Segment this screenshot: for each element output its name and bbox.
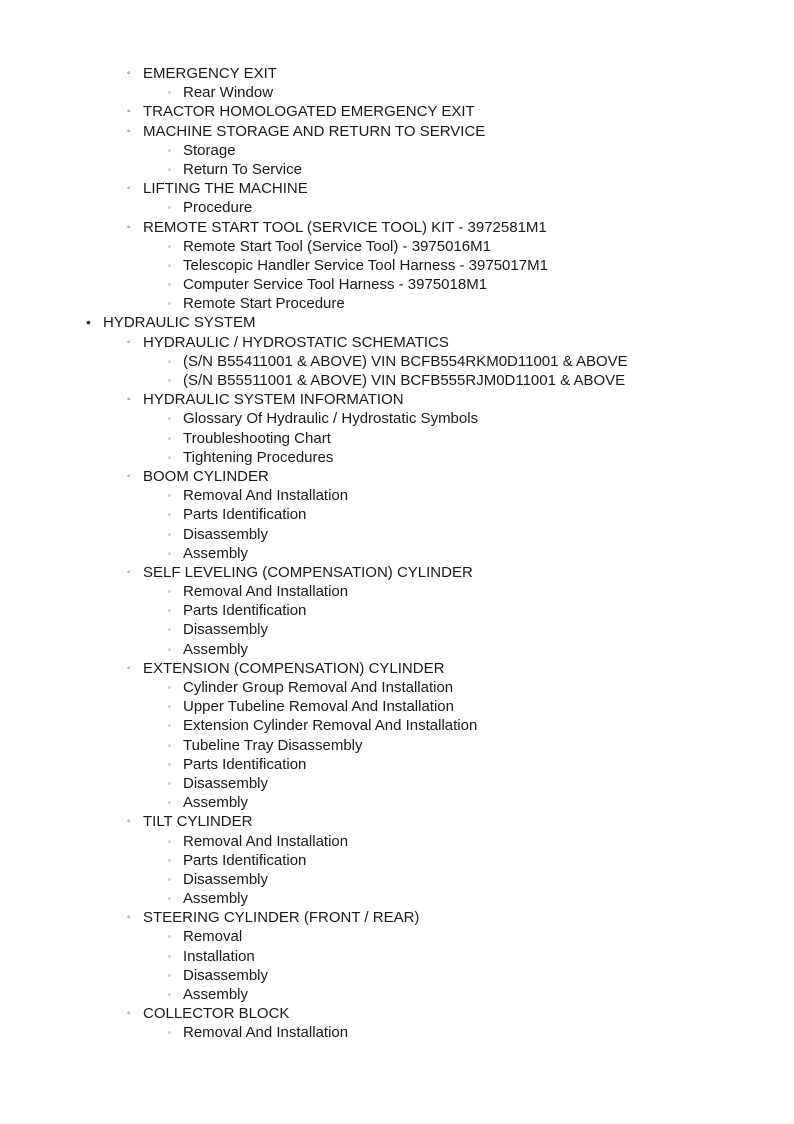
toc-item-label: HYDRAULIC / HYDROSTATIC SCHEMATICS	[143, 333, 449, 351]
toc-item-label: Removal And Installation	[183, 583, 349, 601]
toc-item-level-3	[0, 486, 794, 505]
toc-item-label: SELF LEVELING (COMPENSATION) CYLINDER	[143, 563, 473, 581]
toc-item-label: Assembly	[183, 794, 249, 812]
toc-item-label: Storage	[183, 141, 236, 159]
circle-bullet-icon: ◦	[127, 816, 131, 828]
circle-bullet-icon: ◦	[168, 625, 171, 635]
circle-bullet-icon: ◦	[168, 433, 171, 443]
toc-item-level-3	[0, 525, 794, 544]
toc-item-label: Disassembly	[183, 774, 269, 792]
circle-bullet-icon: ◦	[168, 606, 171, 616]
circle-bullet-icon: ◦	[127, 106, 131, 118]
circle-bullet-icon: ◦	[168, 299, 171, 309]
toc-item-level-2	[0, 467, 794, 486]
circle-bullet-icon: ◦	[168, 836, 171, 846]
toc-item-label: Troubleshooting Chart	[183, 429, 331, 447]
toc-item-level-1	[0, 313, 794, 332]
toc-item-level-2	[0, 64, 794, 83]
circle-bullet-icon: ◦	[168, 452, 171, 462]
toc-item-level-3	[0, 927, 794, 946]
toc-item-label: Telescopic Handler Service Tool Harness - 3975017M1	[183, 256, 548, 274]
toc-item-label: Parts Identification	[183, 851, 307, 869]
toc-item-label: Return To Service	[183, 160, 302, 178]
toc-item-level-3	[0, 448, 794, 467]
circle-bullet-icon: ◦	[168, 855, 171, 865]
toc-item-level-3	[0, 237, 794, 256]
circle-bullet-icon: ◦	[168, 491, 171, 501]
toc-item-label: STEERING CYLINDER (FRONT / REAR)	[143, 909, 420, 927]
circle-bullet-icon: ◦	[168, 145, 171, 155]
circle-bullet-icon: ◦	[168, 798, 171, 808]
toc-item-level-3	[0, 697, 794, 716]
circle-bullet-icon: ◦	[168, 970, 171, 980]
toc-item-label: Removal And Installation	[183, 832, 349, 850]
circle-bullet-icon: ◦	[168, 529, 171, 539]
circle-bullet-icon: ◦	[168, 203, 171, 213]
toc-item-label: MACHINE STORAGE AND RETURN TO SERVICE	[143, 122, 486, 140]
circle-bullet-icon: ◦	[168, 260, 171, 270]
circle-bullet-icon: ◦	[127, 470, 131, 482]
circle-bullet-icon: ◦	[168, 280, 171, 290]
toc-item-label: Upper Tubeline Removal And Installation	[183, 698, 454, 716]
toc-item-level-3	[0, 601, 794, 620]
toc-item-label: Disassembly	[183, 966, 269, 984]
circle-bullet-icon: ◦	[168, 740, 171, 750]
toc-item-label: TRACTOR HOMOLOGATED EMERGENCY EXIT	[143, 103, 475, 121]
toc-item-label: Rear Window	[183, 84, 274, 102]
circle-bullet-icon: ◦	[168, 376, 171, 385]
toc-item-level-3	[0, 141, 794, 160]
toc-item-label: EMERGENCY EXIT	[143, 65, 277, 82]
toc-item-label: (S/N B55411001 & ABOVE) VIN BCFB554RKM0D11001 & ABOVE	[183, 352, 628, 370]
circle-bullet-icon: ◦	[168, 874, 171, 884]
toc-item-level-3	[0, 256, 794, 275]
toc-item-level-3	[0, 505, 794, 524]
circle-bullet-icon: ◦	[127, 221, 131, 233]
toc-item-level-3	[0, 160, 794, 179]
toc-item-label: Assembly	[183, 544, 249, 562]
toc-item-label: Assembly	[183, 640, 249, 658]
circle-bullet-icon: ◦	[168, 951, 171, 961]
toc-item-label: Assembly	[183, 986, 249, 1003]
toc-item-level-2	[0, 1004, 794, 1023]
bullet-icon: •	[86, 314, 91, 331]
circle-bullet-icon: ◦	[127, 394, 131, 406]
toc-item-label: TILT CYLINDER	[143, 813, 253, 831]
toc-item-label: Removal	[183, 928, 243, 946]
toc-item-level-3	[0, 793, 794, 812]
toc-item-level-3	[0, 352, 794, 371]
toc-item-level-2	[0, 390, 794, 409]
toc-item-level-3	[0, 83, 794, 102]
toc-item-level-3	[0, 198, 794, 217]
toc-item-level-2	[0, 333, 794, 352]
toc-item-level-3	[0, 640, 794, 659]
toc-item-label: HYDRAULIC SYSTEM	[103, 314, 256, 332]
toc-item-label: Glossary Of Hydraulic / Hydrostatic Symbols	[183, 410, 479, 428]
toc-item-level-2	[0, 812, 794, 831]
toc-item-label: Remote Start Procedure	[183, 295, 345, 313]
toc-item-label: EXTENSION (COMPENSATION) CYLINDER	[143, 659, 445, 677]
toc-item-label: Disassembly	[183, 621, 269, 639]
circle-bullet-icon: ◦	[168, 587, 171, 597]
circle-bullet-icon: ◦	[127, 662, 131, 674]
toc-item-label: Tightening Procedures	[183, 448, 334, 466]
toc-item-level-2	[0, 179, 794, 198]
table-of-contents	[0, 64, 794, 1043]
toc-item-level-3	[0, 755, 794, 774]
circle-bullet-icon: ◦	[168, 894, 171, 904]
circle-bullet-icon: ◦	[168, 759, 171, 769]
circle-bullet-icon: ◦	[127, 125, 131, 137]
toc-item-level-3	[0, 870, 794, 889]
toc-item-label: Parts Identification	[183, 506, 307, 524]
toc-item-label: HYDRAULIC SYSTEM INFORMATION	[143, 391, 404, 409]
toc-item-level-2	[0, 563, 794, 582]
circle-bullet-icon: ◦	[168, 721, 171, 731]
circle-bullet-icon: ◦	[127, 183, 131, 195]
toc-item-level-3	[0, 678, 794, 697]
circle-bullet-icon: ◦	[168, 644, 171, 654]
toc-item-label: (S/N B55511001 & ABOVE) VIN BCFB555RJM0D11001 & ABOVE	[183, 372, 626, 389]
toc-item-level-3	[0, 947, 794, 966]
toc-item-label: COLLECTOR BLOCK	[143, 1005, 290, 1023]
toc-item-level-3	[0, 851, 794, 870]
toc-item-level-3	[0, 409, 794, 428]
toc-item-level-3	[0, 1023, 794, 1042]
circle-bullet-icon: ◦	[168, 88, 171, 98]
circle-bullet-icon: ◦	[168, 414, 171, 424]
toc-item-level-2	[0, 659, 794, 678]
circle-bullet-icon: ◦	[127, 336, 131, 348]
toc-item-label: LIFTING THE MACHINE	[143, 180, 308, 198]
toc-item-level-3	[0, 832, 794, 851]
toc-item-label: Parts Identification	[183, 602, 307, 620]
circle-bullet-icon: ◦	[127, 1008, 131, 1020]
circle-bullet-icon: ◦	[168, 1028, 171, 1038]
toc-item-label: Cylinder Group Removal And Installation	[183, 679, 454, 696]
toc-item-level-3	[0, 774, 794, 793]
toc-item-level-3	[0, 582, 794, 601]
toc-item-level-3	[0, 275, 794, 294]
toc-item-label: Extension Cylinder Removal And Installation	[183, 717, 478, 735]
toc-item-label: Installation	[183, 947, 255, 965]
toc-item-level-3	[0, 716, 794, 735]
toc-item-level-3	[0, 736, 794, 755]
toc-item-label: Procedure	[183, 199, 253, 217]
toc-item-label: BOOM CYLINDER	[143, 467, 269, 485]
toc-item-level-3	[0, 429, 794, 448]
circle-bullet-icon: ◦	[127, 912, 131, 924]
circle-bullet-icon: ◦	[168, 683, 171, 692]
circle-bullet-icon: ◦	[168, 702, 171, 712]
toc-item-level-2	[0, 908, 794, 927]
toc-item-level-3	[0, 620, 794, 639]
toc-item-label: Computer Service Tool Harness - 3975018M1	[183, 276, 488, 294]
circle-bullet-icon: ◦	[127, 68, 131, 79]
circle-bullet-icon: ◦	[168, 356, 171, 366]
circle-bullet-icon: ◦	[168, 164, 171, 174]
circle-bullet-icon: ◦	[168, 241, 171, 251]
toc-item-level-2	[0, 102, 794, 121]
circle-bullet-icon: ◦	[127, 566, 131, 578]
toc-item-level-3	[0, 889, 794, 908]
circle-bullet-icon: ◦	[168, 778, 171, 788]
circle-bullet-icon: ◦	[168, 990, 171, 999]
circle-bullet-icon: ◦	[168, 548, 171, 558]
toc-item-label: Parts Identification	[183, 755, 307, 773]
toc-item-label: Removal And Installation	[183, 1024, 349, 1042]
toc-item-level-3	[0, 544, 794, 563]
toc-item-label: Assembly	[183, 890, 249, 908]
toc-item-level-3	[0, 294, 794, 313]
toc-item-level-3	[0, 985, 794, 1004]
toc-item-label: REMOTE START TOOL (SERVICE TOOL) KIT - 3972581M1	[143, 218, 547, 236]
toc-item-label: Disassembly	[183, 870, 269, 888]
toc-item-label: Remote Start Tool (Service Tool) - 3975016M1	[183, 237, 491, 255]
circle-bullet-icon: ◦	[168, 510, 171, 520]
toc-item-level-3	[0, 966, 794, 985]
circle-bullet-icon: ◦	[168, 932, 171, 942]
toc-item-level-3	[0, 371, 794, 390]
toc-item-level-2	[0, 218, 794, 237]
toc-item-level-2	[0, 122, 794, 141]
toc-item-label: Tubeline Tray Disassembly	[183, 736, 363, 754]
toc-item-label: Disassembly	[183, 525, 269, 543]
toc-item-label: Removal And Installation	[183, 487, 349, 505]
